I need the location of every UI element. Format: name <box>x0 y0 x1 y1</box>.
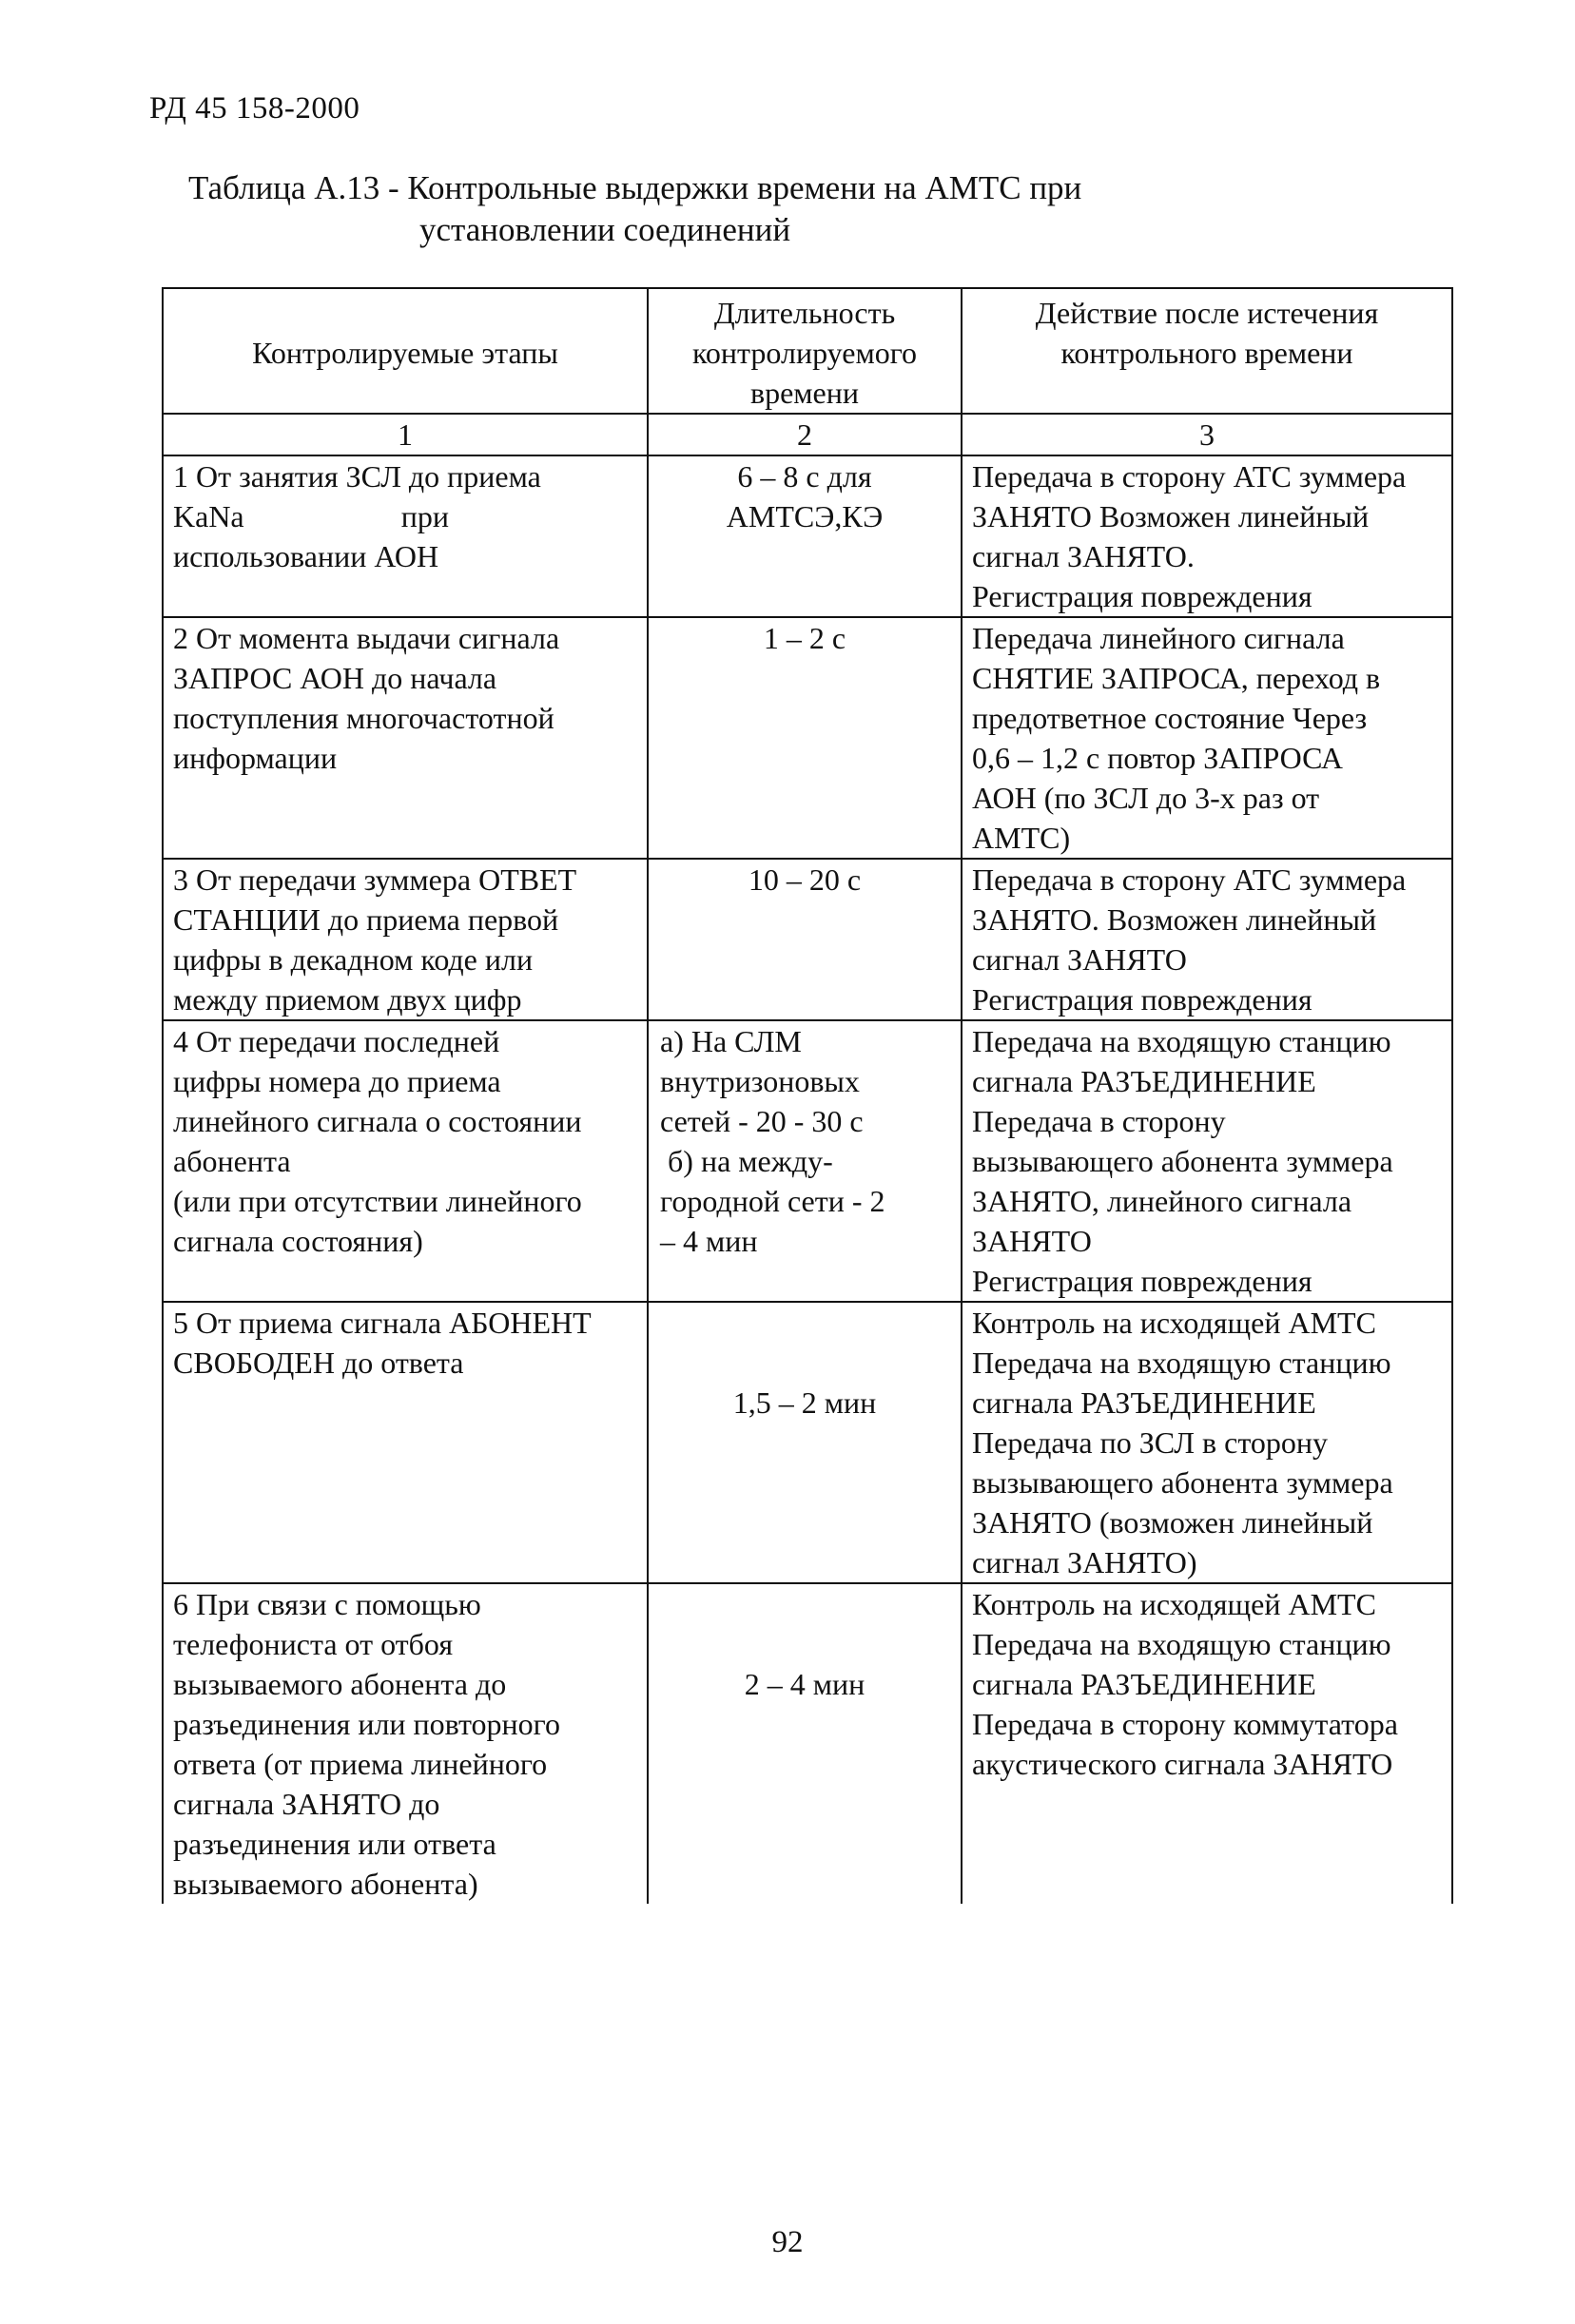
header-duration-line: времени <box>749 376 859 410</box>
action-line: сигнал ЗАНЯТО) <box>972 1545 1197 1579</box>
header-duration-line: контролируемого <box>691 336 918 370</box>
stage-line: между приемом двух цифр <box>173 982 522 1017</box>
duration-line: 1,5 – 2 мин <box>732 1385 877 1420</box>
action-line: Регистрация повреждения <box>972 579 1312 613</box>
duration-spacer <box>658 1303 951 1383</box>
action-cell <box>962 859 1452 1020</box>
stage-word: при <box>400 499 449 533</box>
stage-line: 3 От передачи зуммера ОТВЕТ <box>173 862 577 897</box>
header-stages: Контролируемые этапы <box>163 288 648 414</box>
duration-line: а) На СЛМ <box>660 1024 802 1058</box>
stage-line: информации <box>173 741 338 775</box>
action-line: 0,6 – 1,2 с повтор ЗАПРОСА <box>972 741 1343 775</box>
action-line: ЗАНЯТО, линейного сигнала <box>972 1184 1352 1218</box>
stage-line: разъединения или ответа <box>173 1827 496 1861</box>
duration-cell <box>648 1583 962 1904</box>
action-line: вызывающего абонента зуммера <box>972 1465 1393 1500</box>
column-number: 2 <box>648 414 962 455</box>
stage-line: СВОБОДЕН до ответа <box>173 1346 464 1380</box>
table-caption <box>188 167 1081 251</box>
duration-cell <box>648 1302 962 1583</box>
action-line: Передача в сторону АТС зуммера <box>972 862 1407 897</box>
action-line: акустического сигнала ЗАНЯТО <box>972 1747 1393 1781</box>
duration-line: 6 – 8 с для <box>737 459 872 494</box>
caption-line-1: Таблица А.13 - Контрольные выдержки времени на АМТС при <box>188 169 1082 206</box>
stage-line: цифры в декадном коде или <box>173 942 534 977</box>
stage-line: 1 От занятия ЗСЛ до приема <box>173 459 541 494</box>
duration-line: 1 – 2 с <box>763 621 846 655</box>
stage-line: телефониста от отбоя <box>173 1627 454 1661</box>
stage-cell <box>163 617 648 859</box>
duration-line: – 4 мин <box>660 1224 758 1258</box>
table-row <box>163 1583 1452 1904</box>
action-cell <box>962 617 1452 859</box>
header-action <box>962 288 1452 414</box>
stage-line: поступления многочастотной <box>173 701 554 735</box>
control-timers-table <box>162 287 1453 1904</box>
action-line: Передача на входящую станцию <box>972 1627 1391 1661</box>
duration-cell <box>648 859 962 1020</box>
action-line: Контроль на исходящей АМТС <box>972 1587 1376 1621</box>
action-line: Регистрация повреждения <box>972 982 1312 1017</box>
action-line: сигнал ЗАНЯТО <box>972 942 1187 977</box>
duration-spacer <box>658 1584 951 1664</box>
action-cell <box>962 1302 1452 1583</box>
table-row <box>163 617 1452 859</box>
action-line: Передача на входящую станцию <box>972 1346 1391 1380</box>
stage-line: (или при отсутствии линейного <box>173 1184 582 1218</box>
action-line: Передача на входящую станцию <box>972 1024 1391 1058</box>
table-row <box>163 1020 1452 1302</box>
stage-line: цифры номера до приема <box>173 1064 501 1098</box>
duration-line: сетей - 20 - 30 с <box>660 1104 864 1138</box>
stage-line: линейного сигнала о состоянии <box>173 1104 582 1138</box>
action-line: СНЯТИЕ ЗАПРОСА, переход в <box>972 661 1381 695</box>
header-action-line: контрольного времени <box>1060 336 1353 370</box>
stage-line: ЗАПРОС АОН до начала <box>173 661 497 695</box>
action-line: вызывающего абонента зуммера <box>972 1144 1393 1178</box>
table-row <box>163 1302 1452 1583</box>
stage-cell <box>163 455 648 617</box>
column-number: 3 <box>962 414 1452 455</box>
stage-line: абонента <box>173 1144 291 1178</box>
stage-line: вызываемого абонента) <box>173 1867 478 1901</box>
action-cell <box>962 1583 1452 1904</box>
header-duration <box>648 288 962 414</box>
action-line: Передача по ЗСЛ в сторону <box>972 1425 1328 1460</box>
stage-line: сигнала состояния) <box>173 1224 423 1258</box>
header-duration-line: Длительность <box>713 296 896 330</box>
action-line: Передача линейного сигнала <box>972 621 1345 655</box>
action-line: Передача в сторону АТС зуммера <box>972 459 1407 494</box>
duration-line: АМТСЭ,КЭ <box>726 499 884 533</box>
action-line: сигнал ЗАНЯТО. <box>972 539 1195 573</box>
stage-line: 4 От передачи последней <box>173 1024 500 1058</box>
action-line: Передача в сторону коммутатора <box>972 1707 1398 1741</box>
duration-line: 2 – 4 мин <box>744 1667 865 1701</box>
stage-line: 5 От приема сигнала АБОНЕНТ <box>173 1306 592 1340</box>
column-number-row <box>163 414 1452 455</box>
action-line: сигнала РАЗЪЕДИНЕНИЕ <box>972 1667 1316 1701</box>
action-line: сигнала РАЗЪЕДИНЕНИЕ <box>972 1385 1316 1420</box>
stage-line: разъединения или повторного <box>173 1707 560 1741</box>
action-line: ЗАНЯТО Возможен линейный <box>972 499 1370 533</box>
duration-cell <box>648 1020 962 1302</box>
duration-line: б) на между- <box>660 1144 833 1178</box>
duration-line: 10 – 20 с <box>748 862 862 897</box>
column-number: 1 <box>163 414 648 455</box>
action-line: ЗАНЯТО. Возможен линейный <box>972 902 1377 937</box>
action-line: Регистрация повреждения <box>972 1264 1312 1298</box>
action-line: ЗАНЯТО <box>972 1224 1092 1258</box>
action-line: Передача в сторону <box>972 1104 1226 1138</box>
action-line: ЗАНЯТО (возможен линейный <box>972 1505 1373 1540</box>
stage-cell <box>163 1583 648 1904</box>
action-line: предответное состояние Через <box>972 701 1368 735</box>
stage-cell <box>163 1020 648 1302</box>
stage-line <box>173 496 449 536</box>
stage-line: ответа (от приема линейного <box>173 1747 548 1781</box>
action-line: сигнала РАЗЪЕДИНЕНИЕ <box>972 1064 1316 1098</box>
duration-line: городной сети - 2 <box>660 1184 885 1218</box>
page-number: 92 <box>771 2225 804 2259</box>
stage-line: СТАНЦИИ до приема первой <box>173 902 559 937</box>
action-line: Контроль на исходящей АМТС <box>972 1306 1376 1340</box>
stage-cell <box>163 1302 648 1583</box>
stage-word: KaNa <box>173 499 244 533</box>
duration-line: внутризоновых <box>660 1064 860 1098</box>
table-row <box>163 455 1452 617</box>
action-line: АМТС) <box>972 821 1071 855</box>
action-cell <box>962 455 1452 617</box>
table-header-row <box>163 288 1452 414</box>
header-action-line: Действие после истечения <box>1035 296 1379 330</box>
stage-line: вызываемого абонента до <box>173 1667 507 1701</box>
duration-cell <box>648 617 962 859</box>
stage-cell <box>163 859 648 1020</box>
stage-line: использовании АОН <box>173 539 439 573</box>
table-row <box>163 859 1452 1020</box>
duration-cell <box>648 455 962 617</box>
action-cell <box>962 1020 1452 1302</box>
caption-line-2: установлении соединений <box>419 211 791 248</box>
stage-line: 2 От момента выдачи сигнала <box>173 621 560 655</box>
document-code: РД 45 158-2000 <box>149 91 360 126</box>
stage-line: 6 При связи с помощью <box>173 1587 481 1621</box>
stage-line: сигнала ЗАНЯТО до <box>173 1787 440 1821</box>
action-line: АОН (по ЗСЛ до 3-х раз от <box>972 781 1320 815</box>
